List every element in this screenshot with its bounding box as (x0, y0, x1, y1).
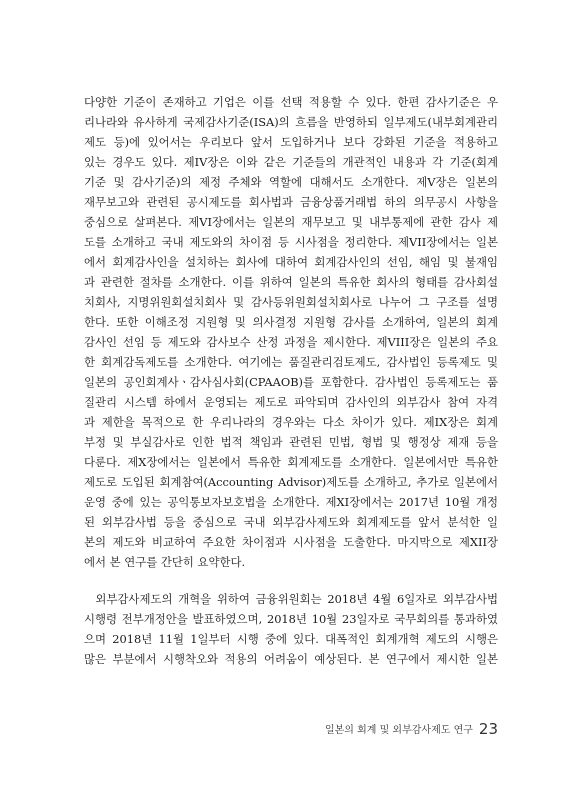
text-line: 리나라와 유사하게 국제감사기준(ISA)의 흐름을 반영하되 일부제도(내부회계관리 (84, 115, 498, 129)
text-line: 한다. 또한 이해조정 지원형 및 의사결정 지원형 감사를 소개하여, 일본의 회계 (84, 315, 498, 329)
paragraph-gap (84, 572, 498, 589)
text-line: 부정 및 부실감사로 인한 법적 책임과 관련된 민법, 형법 및 행정상 제재 등을 (84, 435, 498, 449)
text-line: 중심으로 살펴본다. 제VI장에서는 일본의 재무보고 및 내부통제에 관한 감사 제 (84, 215, 498, 229)
text-line: 일본의 공인회계사ㆍ감사심사회(CPAAOB)를 포함한다. 감사법인 등록제도는 품 (84, 375, 498, 389)
page-footer (300, 718, 498, 738)
text-line: 제도 등)에 있어서는 우리보다 앞서 도입하거나 보다 강화된 기준을 적용하고 (84, 135, 498, 149)
text-line: 기준 및 감사기준)의 제정 주체와 역할에 대해서도 소개한다. 제V장은 일본의 (84, 175, 498, 189)
body-text (84, 92, 498, 669)
page-number: 23 (478, 720, 498, 738)
running-title: 일본의 회계 및 외부감사제도 연구 (324, 725, 473, 736)
text-line: 운영 중에 있는 공익통보자보호법을 소개한다. 제XI장에서는 2017년 10월 개정 (84, 495, 498, 509)
text-line: 과 제한을 목적으로 한 우리나라의 경우와는 다소 차이가 있다. 제IX장은 회계 (84, 415, 498, 429)
text-line: 치회사, 지명위원회설치회사 및 감사등위원회설치회사로 나누어 그 구조를 설명 (84, 295, 498, 309)
text-line: 에서 본 연구를 간단히 요약한다. (84, 555, 246, 569)
text-line: 으며 2018년 11월 1일부터 시행 중에 있다. 대폭적인 회계개혁 제도의 시행은 (84, 632, 498, 646)
text-line: 외부감사제도의 개혁을 위하여 금융위원회는 2018년 4월 6일자로 외부감사법 (84, 592, 498, 606)
text-line: 한 회계감독제도를 소개한다. 여기에는 품질관리검토제도, 감사법인 등록제도 및 (84, 355, 498, 369)
paragraph (84, 92, 498, 572)
text-line: 도를 소개하고 국내 제도와의 차이점 등 시사점을 정리한다. 제VII장에서는 일본 (84, 235, 498, 249)
text-line: 질관리 시스템 하에서 운영되는 제도로 파악되며 감사인의 외부감사 참여 자격 (84, 395, 498, 409)
text-line: 과 관련한 절차를 소개한다. 이를 위하여 일본의 특유한 회사의 형태를 감사회설 (84, 275, 498, 289)
text-line: 제도로 도입된 회계참여(Accounting Advisor)제도를 소개하고, 추가로 일본에서 (84, 475, 498, 489)
text-line: 있는 경우도 있다. 제IV장은 이와 같은 기준들의 개관적인 내용과 각 기준(회계 (84, 155, 498, 169)
text-line: 재무보고와 관련된 공시제도를 회사법과 금융상품거래법 하의 의무공시 사항을 (84, 195, 498, 209)
text-line: 감사인 선임 등 제도와 감사보수 산정 과정을 제시한다. 제VIII장은 일본의 주요 (84, 335, 498, 349)
text-line: 에서 회계감사인을 설치하는 회사에 대하여 회계감사인의 선임, 해임 및 불재임 (84, 255, 498, 269)
text-line: 시행령 전부개정안을 발표하였으며, 2018년 10월 23일자로 국무회의를 통과하였 (84, 612, 498, 626)
text-line: 다룬다. 제X장에서는 일본에서 특유한 회계제도를 소개한다. 일본에서만 특유한 (84, 455, 498, 469)
paragraph (84, 589, 498, 669)
text-line: 된 외부감사법 등을 중심으로 국내 외부감사제도와 회계제도를 앞서 분석한 일 (84, 515, 498, 529)
text-line: 다양한 기준이 존재하고 기업은 이를 선택 적용할 수 있다. 한편 감사기준은 우 (84, 95, 498, 109)
text-line: 본의 제도와 비교하여 주요한 차이점과 시사점을 도출한다. 마지막으로 제XII장 (84, 535, 498, 549)
text-line: 많은 부분에서 시행착오와 적용의 어려움이 예상된다. 본 연구에서 제시한 일본 (84, 652, 498, 666)
